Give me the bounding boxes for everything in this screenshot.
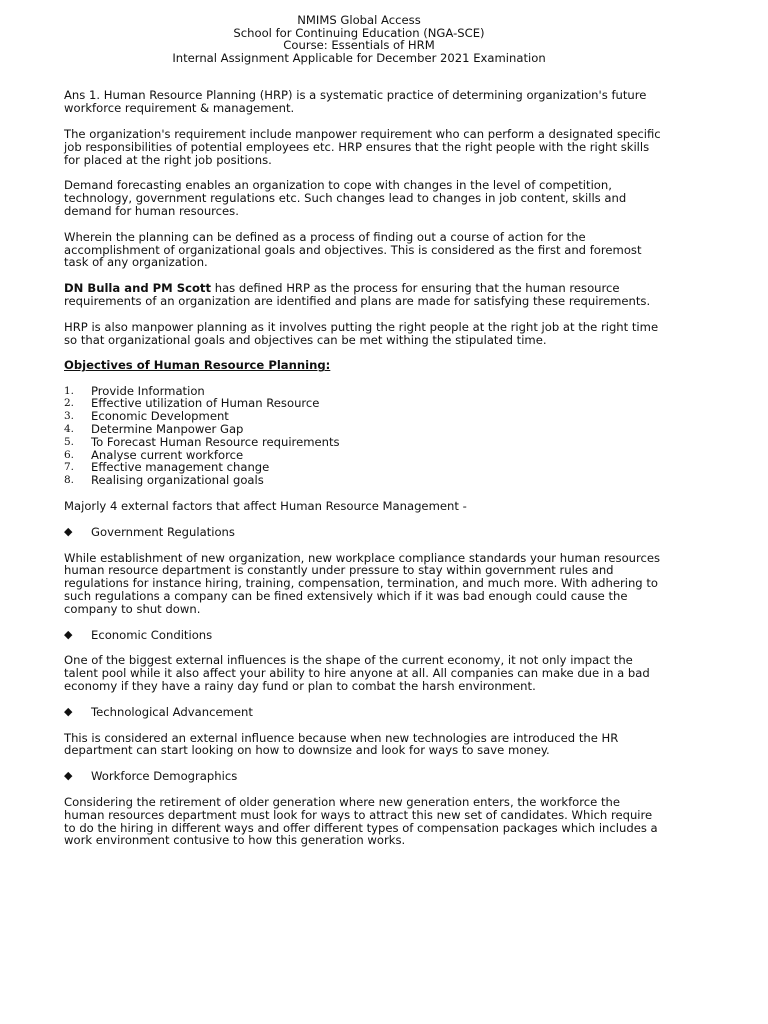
- list-text: Realising organizational goals: [91, 473, 264, 488]
- header-assignment: Internal Assignment Applicable for December 2021 Examination: [172, 50, 546, 65]
- list-text: Analyse current workforce: [91, 447, 244, 462]
- list-item: [64, 423, 664, 436]
- paragraph-bulla-scott-text: has defined HRP as the process for ensuring that the human resource requirements of an organization are identified and plans are made for satisfying these requirements.: [64, 281, 651, 308]
- list-text: To Forecast Human Resource requirements: [91, 434, 340, 449]
- factor-title: Economic Conditions: [91, 627, 213, 642]
- factors-intro: Majorly 4 external factors that affect Human Resource Management -: [64, 499, 467, 513]
- factor-economic-conditions: [64, 629, 664, 642]
- factor-workforce-demographics: [64, 770, 664, 783]
- paragraph-manpower-planning: HRP is also manpower planning as it involves putting the right people at the right job at the right time so that organizational goals and objectives can be met withing the stipulated time.: [64, 319, 659, 347]
- list-text: Determine Manpower Gap: [91, 422, 244, 437]
- list-number: 4.: [64, 423, 75, 436]
- factor-title: Technological Advancement: [91, 704, 253, 719]
- header-course: Course: Essentials of HRM: [283, 38, 435, 53]
- list-number: 1.: [64, 384, 75, 397]
- document-page: [64, 14, 664, 847]
- diamond-bullet-icon: ◆: [64, 627, 73, 641]
- paragraph-planning-definition: Wherein the planning can be defined as a process of finding out a course of action for the accomplishment of organizational goals and objectives. This is considered as the first and foremost task of any organization.: [64, 229, 642, 270]
- author-names: DN Bulla and PM Scott: [64, 281, 212, 296]
- list-text: Effective utilization of Human Resource: [91, 396, 320, 411]
- list-number: 5.: [64, 435, 75, 448]
- list-text: Economic Development: [91, 409, 229, 424]
- document-header: [64, 14, 654, 64]
- factor-workforce-text: Considering the retirement of older generation where new generation enters, the workforce the human resources department must look for ways to attract this new set of candidates. Which require to do the hiring in different ways and offer different types of compensation packages which includes a work environment contusive to how this generation works.: [64, 794, 658, 848]
- list-number: 2.: [64, 397, 75, 410]
- objectives-heading: Objectives of Human Resource Planning:: [64, 358, 331, 373]
- factor-technological-text: This is considered an external influence because when new technologies are introduced the HR department can start looking on how to downsize and look for ways to save money.: [64, 730, 619, 758]
- list-item: [64, 436, 664, 449]
- diamond-bullet-icon: ◆: [64, 769, 73, 783]
- factor-government-text: While establishment of new organization, new workplace compliance standards your human resources human resource department is constantly under pressure to stay within government rules and regulations for instance hiring, training, compensation, termination, and much more. With adhering to such regulations a company can be fined extensively which if it was bad enough could cause the company to shut down.: [64, 550, 661, 616]
- header-school: School for Continuing Education (NGA-SCE): [233, 25, 485, 40]
- header-institution: NMIMS Global Access: [297, 13, 421, 27]
- list-text: Effective management change: [91, 460, 270, 475]
- list-number: 8.: [64, 474, 75, 487]
- factor-economic-text: One of the biggest external influences is the shape of the current economy, it not only impact the talent pool while it also affect your ability to hire anyone at all. All companies can make due in a bad economy if they have a rainy day fund or plan to combat the harsh environment.: [64, 653, 650, 693]
- factor-government-regulations: [64, 526, 664, 539]
- paragraph-answer-intro: Ans 1. Human Resource Planning (HRP) is a systematic practice of determining organization's future workforce requirement & management.: [64, 88, 647, 116]
- list-number: 7.: [64, 461, 75, 474]
- diamond-bullet-icon: ◆: [64, 524, 73, 538]
- diamond-bullet-icon: ◆: [64, 704, 73, 718]
- factor-technological-advancement: [64, 706, 664, 719]
- paragraph-requirements: The organization's requirement include manpower requirement who can perform a designated specific job responsibilities of potential employees etc. HRP ensures that the right people with the right skills for placed at the right job positions.: [64, 126, 661, 167]
- paragraph-bulla-scott: [64, 282, 664, 308]
- paragraph-demand-forecasting: Demand forecasting enables an organization to cope with changes in the level of competition, technology, government regulations etc. Such changes lead to changes in job content, skills and demand for human resources.: [64, 178, 627, 218]
- factor-title: Government Regulations: [91, 524, 235, 539]
- factor-title: Workforce Demographics: [91, 769, 238, 784]
- list-text: Provide Information: [91, 383, 205, 398]
- list-number: 6.: [64, 448, 75, 461]
- objectives-list: [64, 385, 664, 487]
- list-item: [64, 474, 664, 487]
- list-number: 3.: [64, 410, 75, 423]
